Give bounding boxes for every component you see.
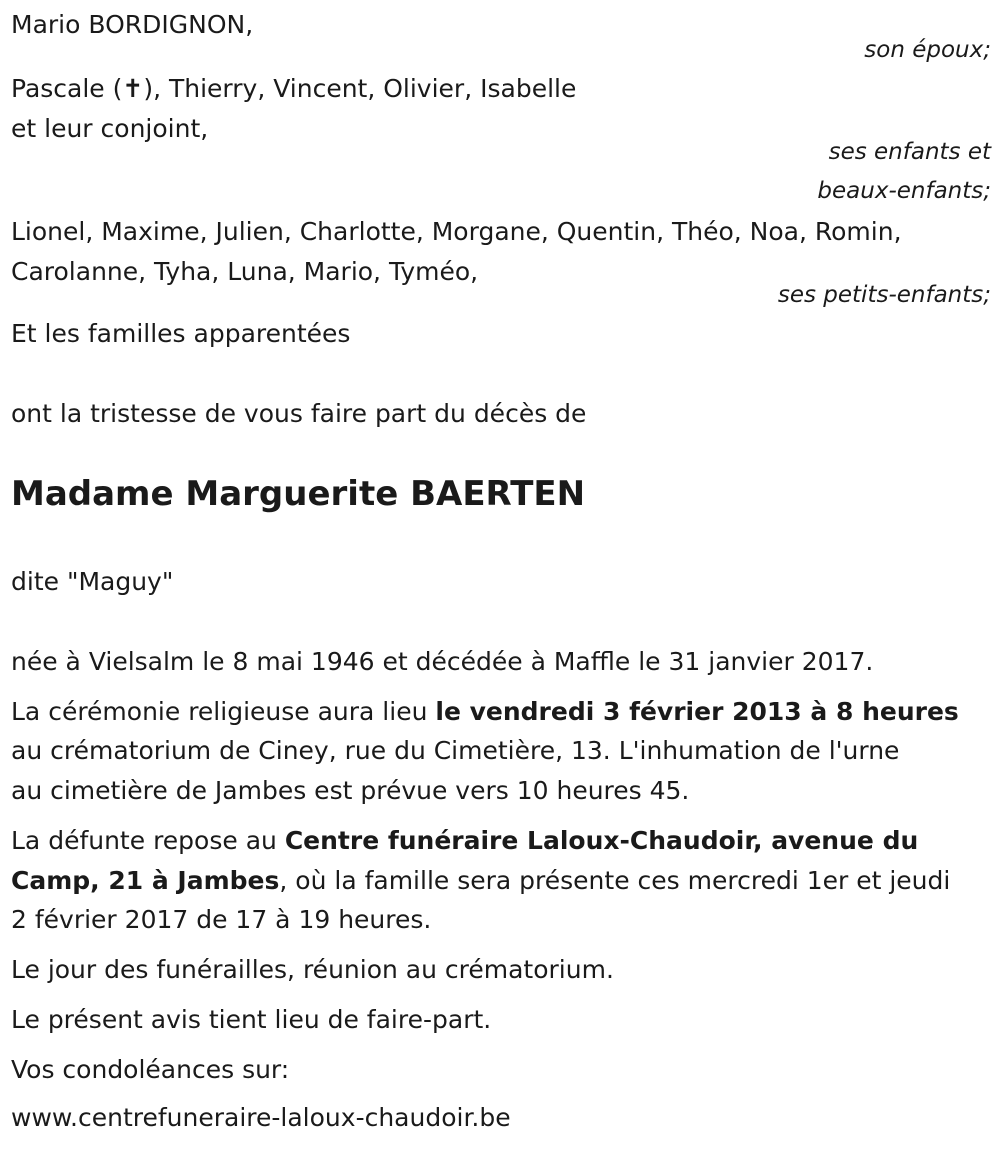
condolences-label: Vos condoléances sur:: [11, 1055, 290, 1084]
obituary-notice: [11, 0, 991, 1150]
grandchildren-names-line1: Lionel, Maxime, Julien, Charlotte, Morgane, Quentin, Théo, Noa, Romin,: [11, 217, 902, 246]
deceased-name: Madame Marguerite BAERTEN: [11, 474, 586, 514]
ceremony-intro: La cérémonie religieuse aura lieu: [11, 697, 436, 726]
deceased-nickname: dite "Maguy": [11, 567, 174, 596]
funeral-day: Le jour des funérailles, réunion au crématorium.: [11, 955, 614, 984]
ceremony-line1: [11, 697, 959, 727]
notice-text: Le présent avis tient lieu de faire-part.: [11, 1005, 492, 1034]
grandchildren-names-line2: Carolanne, Tyha, Luna, Mario, Tyméo,: [11, 257, 479, 286]
rest-place-part1: Centre funéraire Laloux-Chaudoir, avenue du: [284, 826, 919, 855]
birth-death-dates: née à Vielsalm le 8 mai 1946 et décédée à Maffle le 31 janvier 2017.: [11, 647, 874, 676]
condolences-url[interactable]: www.centrefuneraire-laloux-chaudoir.be: [11, 1103, 511, 1132]
rest-visiting: , où la famille sera présente ces mercredi 1er et jeudi: [279, 866, 951, 895]
children-role-line1: ses enfants et: [828, 139, 991, 165]
spouse-name: Mario BORDIGNON,: [11, 10, 254, 39]
ceremony-line2: au crématorium de Ciney, rue du Cimetière, 13. L'inhumation de l'urne: [11, 736, 900, 765]
rest-line3: 2 février 2017 de 17 à 19 heures.: [11, 905, 432, 934]
rest-intro: La défunte repose au: [11, 826, 285, 855]
rest-line1: [11, 826, 918, 856]
children-names: Pascale (✝), Thierry, Vincent, Olivier, Isabelle: [11, 74, 577, 103]
children-role-line2: beaux-enfants;: [817, 178, 991, 204]
related-families: Et les familles apparentées: [11, 319, 351, 348]
ceremony-line3: au cimetière de Jambes est prévue vers 10 heures 45.: [11, 776, 690, 805]
children-spouses: et leur conjoint,: [11, 114, 209, 143]
spouse-role: son époux;: [864, 37, 991, 63]
rest-place-part2: Camp, 21 à Jambes: [11, 866, 280, 895]
ceremony-date: le vendredi 3 février 2013 à 8 heures: [435, 697, 959, 726]
grandchildren-role: ses petits-enfants;: [777, 282, 991, 308]
rest-line2: [11, 866, 950, 896]
announcement: ont la tristesse de vous faire part du décès de: [11, 399, 587, 428]
